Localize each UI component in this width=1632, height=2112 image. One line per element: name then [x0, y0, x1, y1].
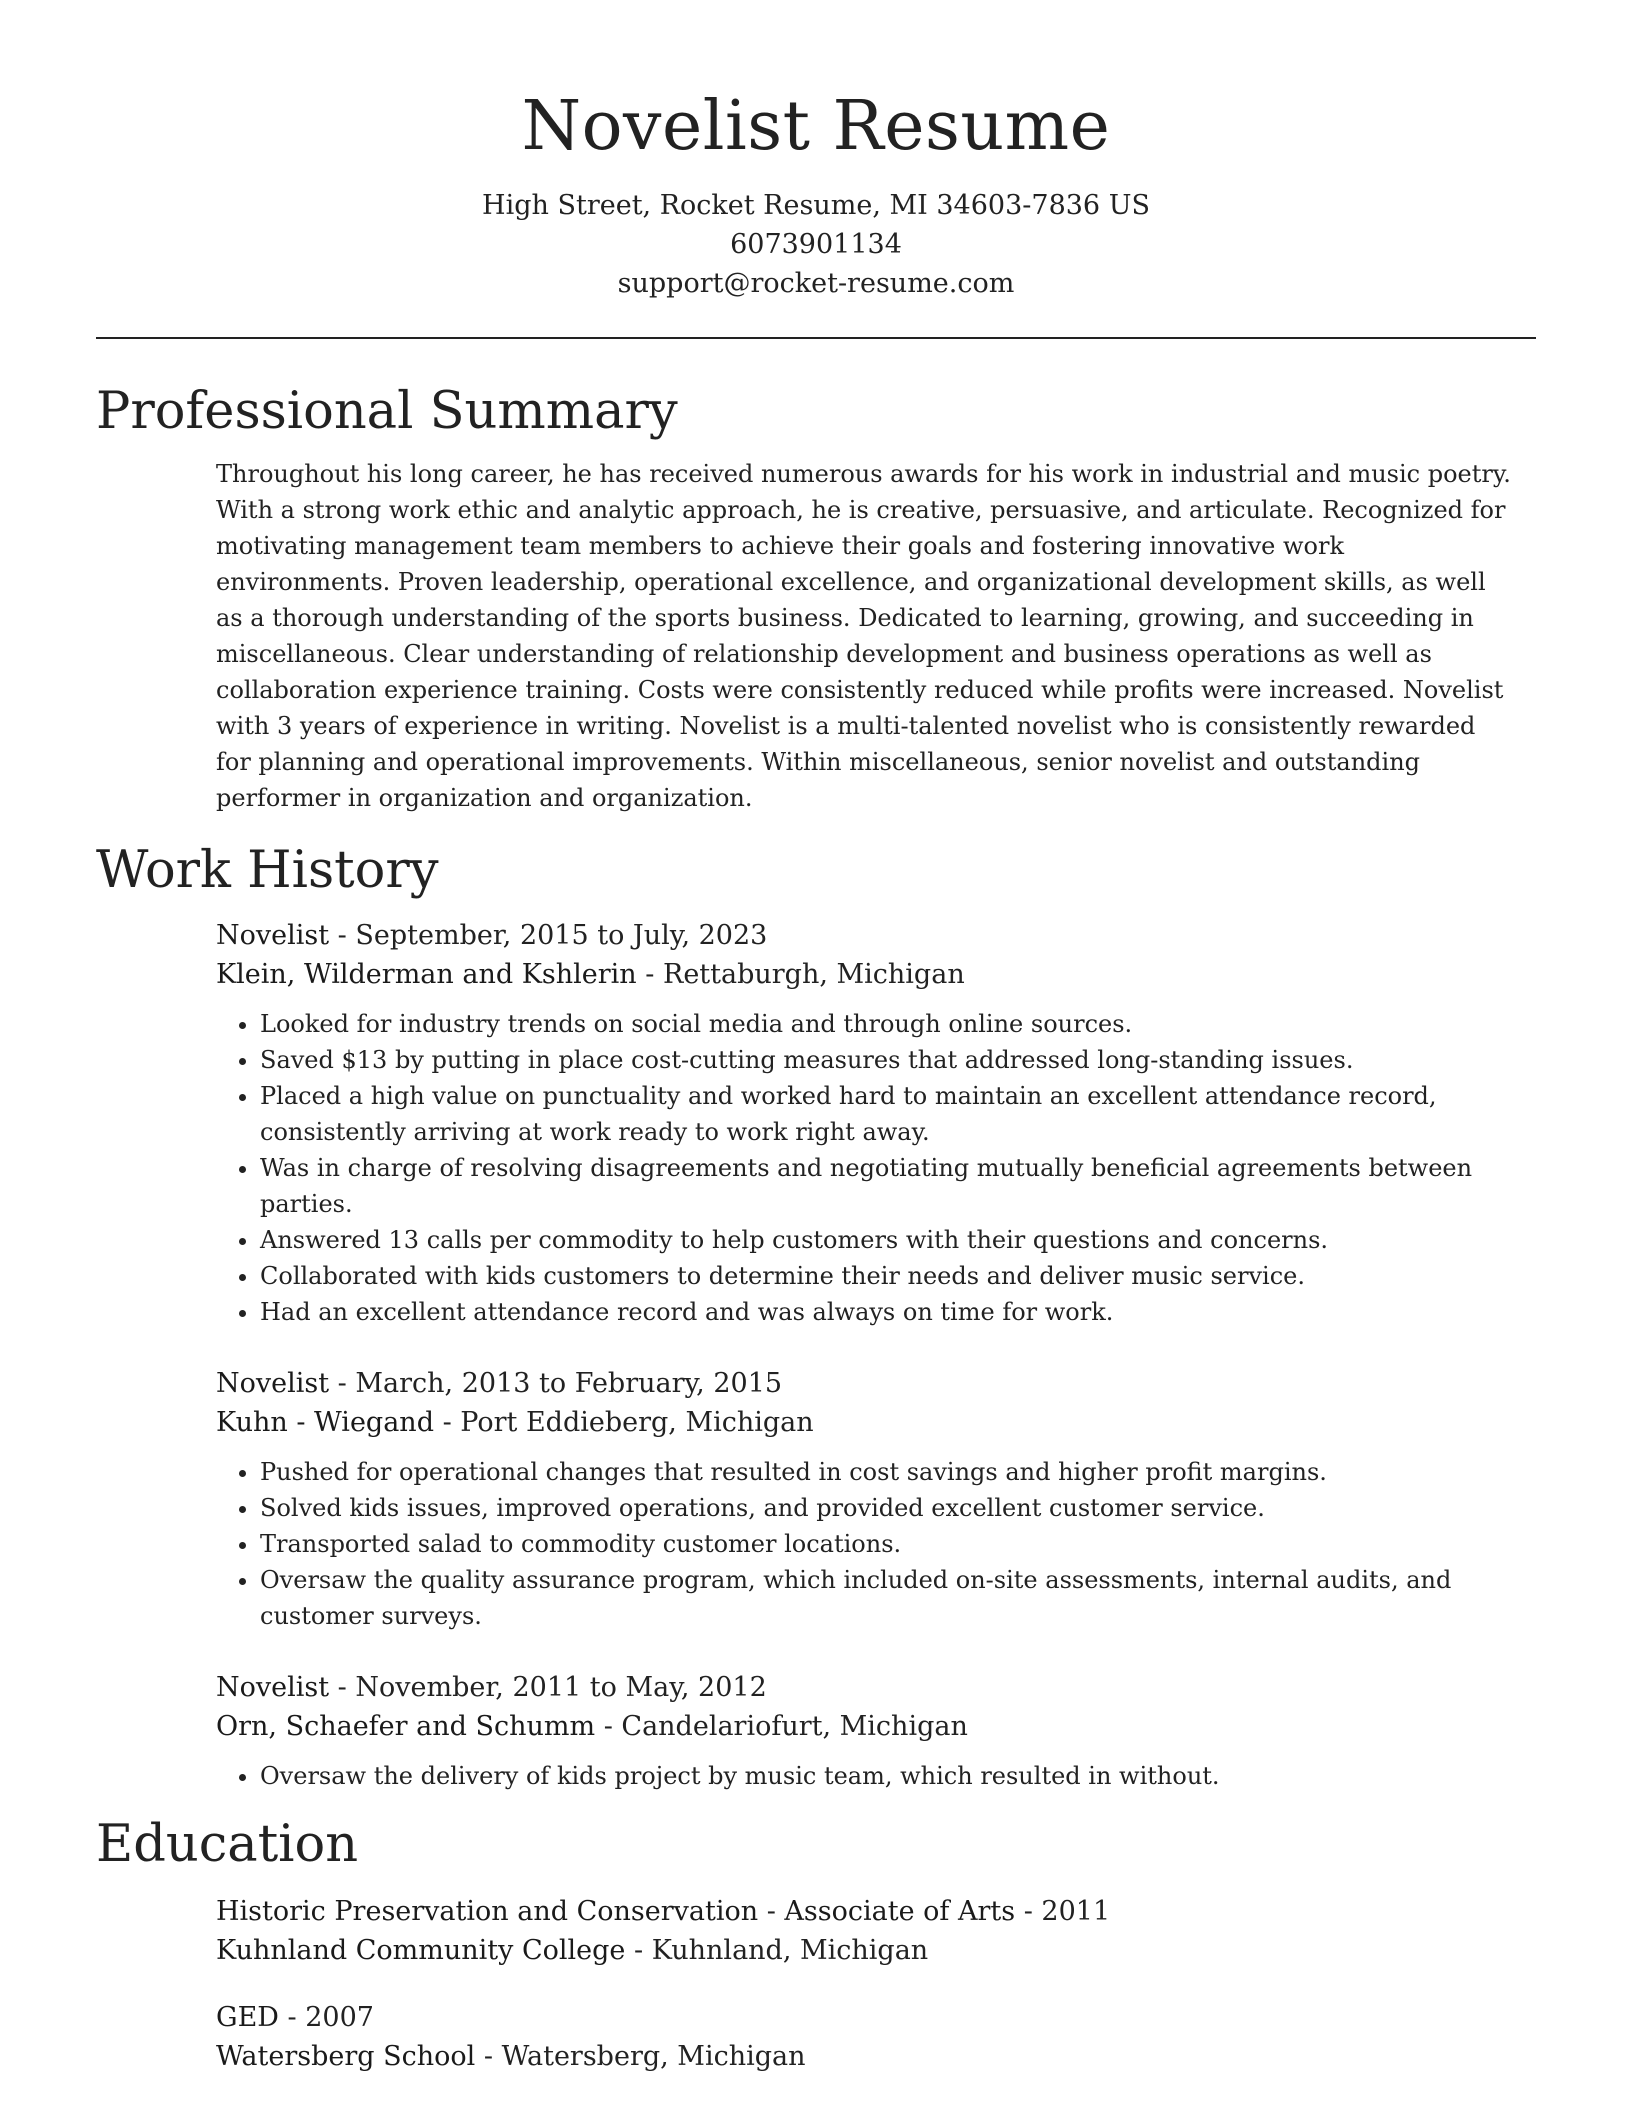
resume-header: [96, 0, 1536, 303]
bullet-item: • Solved kids issues, improved operations, and provided excellent customer service.: [260, 1490, 1536, 1526]
job-title: Novelist: [216, 920, 330, 951]
separator: -: [595, 1711, 622, 1742]
work-entry: [216, 1364, 1536, 1634]
employer-line: [216, 1707, 1536, 1746]
bullet-item: • Transported salad to commodity customer locations.: [260, 1526, 1536, 1562]
employer-line: [216, 955, 1536, 994]
bullet-item: • Had an excellent attendance record and was always on time for work.: [260, 1294, 1536, 1330]
job-bullets: [216, 1454, 1536, 1634]
separator: -: [329, 920, 356, 951]
work-entry: [216, 916, 1536, 1330]
job-title: Novelist: [216, 1368, 330, 1399]
email-line: support@rocket-resume.com: [617, 268, 1015, 299]
separator: -: [475, 2041, 502, 2072]
bullet-item: • Oversaw the delivery of kids project by music team, which resulted in without.: [260, 1758, 1536, 1794]
separator: -: [433, 1407, 461, 1438]
bullet-item: • Oversaw the quality assurance program, which included on-site assessments, internal audits, and customer surveys.: [260, 1562, 1536, 1634]
summary-heading: Professional Summary: [96, 382, 678, 441]
resume-title: Novelist Resume: [521, 87, 1111, 166]
job-title-line: [216, 1364, 1536, 1403]
contact-info: [96, 186, 1536, 303]
phone-line: 6073901134: [730, 229, 902, 260]
work-entry: [216, 1668, 1536, 1794]
degree-line: [216, 1892, 1536, 1931]
education-entry: [216, 1998, 1536, 2076]
school-line: [216, 1931, 1536, 1970]
bullet-item: • Was in charge of resolving disagreements and negotiating mutually beneficial agreements between parties.: [260, 1150, 1536, 1222]
summary-section: [96, 381, 1536, 816]
field-of-study: Historic Preservation and Conservation: [216, 1896, 759, 1927]
separator: -: [329, 1672, 356, 1703]
job-dates: November, 2011 to May, 2012: [355, 1672, 767, 1703]
separator: -: [329, 1368, 356, 1399]
job-location: Rettaburgh, Michigan: [662, 959, 965, 990]
bullet-item: • Collaborated with kids customers to determine their needs and deliver music service.: [260, 1258, 1536, 1294]
graduation-year: 2007: [305, 2002, 374, 2033]
company-name: Orn, Schaefer and Schumm: [216, 1711, 596, 1742]
field-of-study: GED: [216, 2002, 279, 2033]
work-history-section: [96, 840, 1536, 1794]
separator: -: [636, 959, 663, 990]
job-dates: March, 2013 to February, 2015: [355, 1368, 783, 1399]
bullet-item: • Pushed for operational changes that resulted in cost savings and higher profit margins.: [260, 1454, 1536, 1490]
separator: -: [1015, 1896, 1042, 1927]
separator: -: [758, 1896, 785, 1927]
employer-line: [216, 1403, 1536, 1442]
education-entry: [216, 1892, 1536, 1970]
bullet-item: • Placed a high value on punctuality and worked hard to maintain an excellent attendance record, consistently arriving at work ready to work right away.: [260, 1078, 1536, 1150]
job-title-line: [216, 1668, 1536, 1707]
school-location: Kuhnland, Michigan: [651, 1935, 929, 1966]
job-bullets: [216, 1758, 1536, 1794]
separator: -: [278, 2002, 306, 2033]
job-bullets: [216, 1006, 1536, 1330]
education-heading: Education: [96, 1815, 359, 1874]
degree-line: [216, 1998, 1536, 2037]
company-name: Klein, Wilderman and Kshlerin: [216, 959, 637, 990]
job-title: Novelist: [216, 1672, 330, 1703]
graduation-year: 2011: [1041, 1896, 1111, 1927]
work-entries: [216, 916, 1536, 1794]
job-dates: September, 2015 to July, 2023: [355, 920, 768, 951]
degree-name: Associate of Arts: [784, 1896, 1016, 1927]
school-location: Watersberg, Michigan: [501, 2041, 806, 2072]
education-section: [96, 1814, 1536, 2076]
work-history-heading: Work History: [96, 841, 439, 900]
company-name: Kuhn - Wiegand: [216, 1407, 434, 1438]
job-title-line: [216, 916, 1536, 955]
bullet-item: • Looked for industry trends on social media and through online sources.: [260, 1006, 1536, 1042]
job-location: Candelariofurt, Michigan: [621, 1711, 968, 1742]
bullet-item: • Saved $13 by putting in place cost-cutting measures that addressed long-standing issues.: [260, 1042, 1536, 1078]
separator: -: [625, 1935, 652, 1966]
school-line: [216, 2037, 1536, 2076]
school-name: Watersberg School: [216, 2041, 476, 2072]
summary-text: Throughout his long career, he has received numerous awards for his work in industrial and music poetry. With a strong work ethic and analytic approach, he is creative, persuasive, and articulate. Recognized for motivating management team members to achieve their goals and fostering innovative work environments. Proven leadership, operational excellence, and organizational development skills, as well as a thorough understanding of the sports business. Dedicated to learning, growing, and succeeding in miscellaneous. Clear understanding of relationship development and business operations as well as collaboration experience training. Costs were consistently reduced while profits were increased. Novelist with 3 years of experience in writing. Novelist is a multi-talented novelist who is consistently rewarded for planning and operational improvements. Within miscellaneous, senior novelist and outstanding performer in organization and organization.: [216, 460, 1511, 812]
education-entries: [216, 1892, 1536, 2076]
bullet-item: • Answered 13 calls per commodity to help customers with their questions and concerns.: [260, 1222, 1536, 1258]
header-divider: [96, 337, 1536, 339]
job-location: Port Eddieberg, Michigan: [460, 1407, 814, 1438]
school-name: Kuhnland Community College: [216, 1935, 626, 1966]
address-line: High Street, Rocket Resume, MI 34603-7836 US: [482, 190, 1150, 221]
